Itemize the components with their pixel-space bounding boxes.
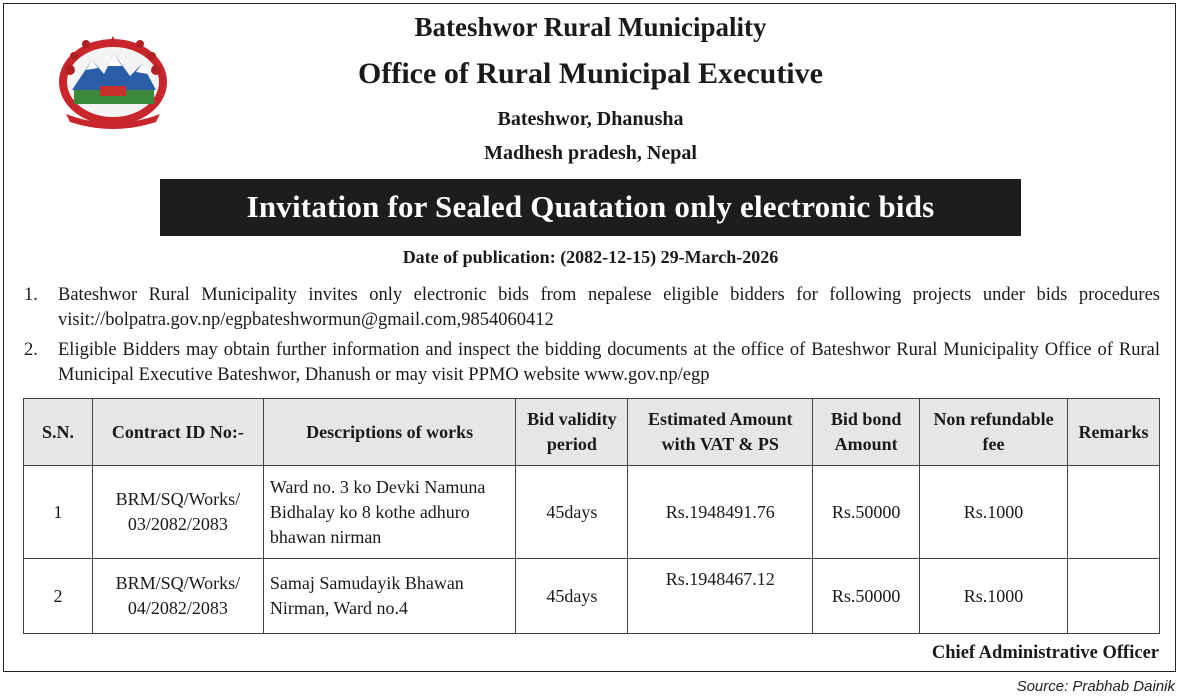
office-name: Office of Rural Municipal Executive — [358, 57, 823, 90]
cell-sn: 2 — [24, 559, 93, 634]
signatory-title: Chief Administrative Officer — [931, 643, 1159, 663]
paragraph-text: Bateshwor Rural Municipality invites only electronic bids from nepalese eligible bidders for following projects under bids procedures visit://bolpatra.gov.np/egpbateshwormun@gmail.com,9854060412 — [58, 285, 1160, 330]
header-remarks: Remarks — [1067, 399, 1159, 466]
cell-bond: Rs.50000 — [813, 466, 920, 559]
notice-title-banner: Invitation for Sealed Quatation only electronic bids — [160, 179, 1021, 236]
paragraph-2 — [24, 338, 1160, 388]
cell-validity: 45days — [516, 559, 628, 634]
paragraph-number: 2. — [24, 340, 38, 360]
table-row — [24, 559, 1160, 634]
cell-contract-id: BRM/SQ/Works/ 03/2082/2083 — [92, 466, 263, 559]
header-estimate: Estimated Amount with VAT & PS — [628, 399, 813, 466]
header-fee: Non refundable fee — [920, 399, 1068, 466]
cell-remarks — [1067, 559, 1159, 634]
header-contract-id: Contract ID No:- — [92, 399, 263, 466]
cell-sn: 1 — [24, 466, 93, 559]
address-line-2: Madhesh pradesh, Nepal — [484, 142, 697, 164]
cell-description: Samaj Samudayik Bhawan Nirman, Ward no.4 — [263, 559, 516, 634]
header-bond: Bid bond Amount — [813, 399, 920, 466]
source-credit: Source: Prabhab Dainik — [1016, 678, 1175, 695]
table-header-row — [24, 399, 1160, 466]
cell-description: Ward no. 3 ko Devki Namuna Bidhalay ko 8 kothe adhuro bhawan nirman — [263, 466, 516, 559]
bids-table — [23, 398, 1160, 634]
cell-estimate: Rs.1948467.12 — [628, 559, 813, 634]
cell-bond: Rs.50000 — [813, 559, 920, 634]
cell-contract-id: BRM/SQ/Works/ 04/2082/2083 — [92, 559, 263, 634]
cell-remarks — [1067, 466, 1159, 559]
cell-validity: 45days — [516, 466, 628, 559]
cell-fee: Rs.1000 — [920, 559, 1068, 634]
header-validity: Bid validity period — [516, 399, 628, 466]
paragraph-number: 1. — [24, 285, 38, 305]
paragraph-text: Eligible Bidders may obtain further information and inspect the bidding documents at the office of Bateshwor Rural Municipality Office of Rural Municipal Executive Bateshwor, Dhanush or may visit PPMO website www.gov.np/egp — [58, 340, 1160, 385]
publication-date: Date of publication: (2082-12-15) 29-March-2026 — [402, 247, 779, 267]
header-description: Descriptions of works — [263, 399, 516, 466]
table-row — [24, 466, 1160, 559]
header-sn: S.N. — [24, 399, 93, 466]
cell-estimate: Rs.1948491.76 — [628, 466, 813, 559]
address-line-1: Bateshwor, Dhanusha — [497, 108, 684, 130]
paragraph-1 — [24, 283, 1160, 333]
cell-fee: Rs.1000 — [920, 466, 1068, 559]
municipality-name: Bateshwor Rural Municipality — [414, 12, 767, 42]
